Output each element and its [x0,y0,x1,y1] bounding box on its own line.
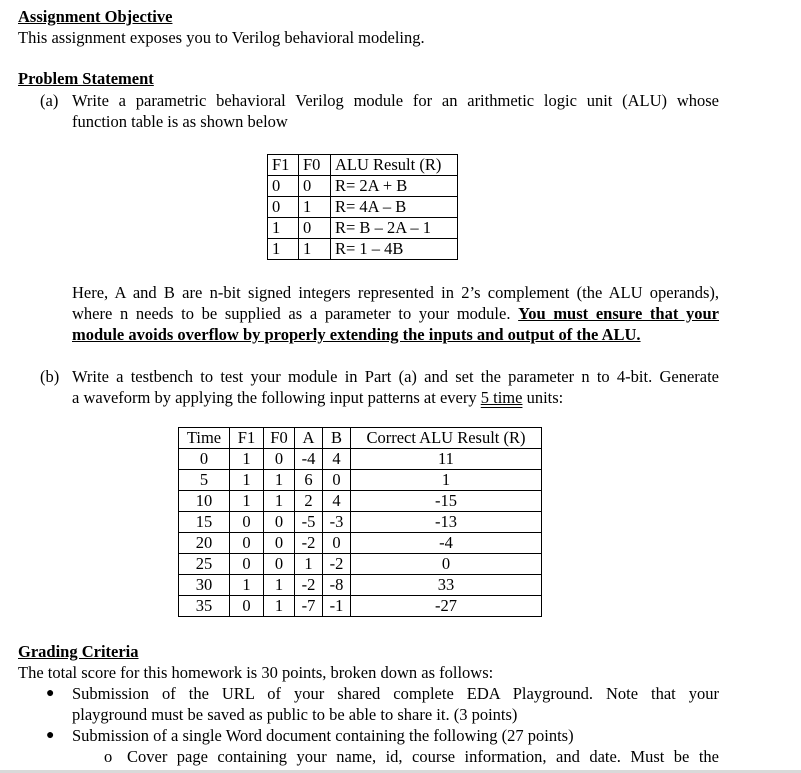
cell: 30 [179,575,230,596]
table-row [179,512,542,533]
th: F0 [264,428,295,449]
part-b-line-2 [72,387,563,408]
bullet-line: Submission of a single Word document containing the following (27 points) [72,726,574,745]
here-line-2 [72,303,719,324]
bullet-icon: ● [46,728,55,743]
part-a-label: (a) [40,91,59,110]
th: A [295,428,323,449]
cell: 1 [268,218,299,239]
th: Correct ALU Result (R) [351,428,542,449]
cell: -4 [351,533,542,554]
table-row [179,449,542,470]
cell: 0 [299,218,331,239]
text: 5 time [480,388,523,407]
sub-bullet-icon: o [104,747,113,766]
th: F1 [230,428,264,449]
here-text: where n needs to be supplied as a parameter to your module. [72,304,511,323]
cell: R= 4A – B [331,197,458,218]
table-row [179,491,542,512]
grading-intro: The total score for this homework is 30 points, broken down as follows: [18,663,494,682]
cell: 35 [179,596,230,617]
cell: 4 [323,449,351,470]
part-a-line: Write a parametric behavioral Verilog module for an arithmetic logic unit (ALU) whose [72,91,719,110]
table-row [179,596,542,617]
table-row [268,239,458,260]
cell: 6 [295,470,323,491]
cell: 1 [230,449,264,470]
cell: 0 [323,470,351,491]
cell: R= B – 2A – 1 [331,218,458,239]
sub-bullet-line: Cover page containing your name, id, course information, and date. Must be the [127,747,719,766]
cell: R= 1 – 4B [331,239,458,260]
cell: 1 [230,491,264,512]
cell: 0 [264,533,295,554]
cell: -8 [323,575,351,596]
cell: 0 [268,176,299,197]
cell: -3 [323,512,351,533]
grading-heading: Grading Criteria [18,642,139,661]
cell: 20 [179,533,230,554]
cell: 0 [268,197,299,218]
table-row [179,470,542,491]
cell: 10 [179,491,230,512]
cell: -7 [295,596,323,617]
cell: 1 [264,470,295,491]
cell: 1 [295,554,323,575]
cell: 2 [295,491,323,512]
table-row [179,533,542,554]
part-a-line: function table is as shown below [72,112,288,131]
cell: 1 [264,491,295,512]
test-pattern-table [178,427,542,617]
table-row [268,176,458,197]
cell: -2 [295,533,323,554]
table-row [268,218,458,239]
cell: 0 [230,533,264,554]
cell: 25 [179,554,230,575]
cell: 1 [299,239,331,260]
problem-heading: Problem Statement [18,69,154,88]
th: B [323,428,351,449]
part-b-label: (b) [40,367,60,386]
cell: 11 [351,449,542,470]
cell: 15 [179,512,230,533]
cell: 0 [230,554,264,575]
here-bold: You must ensure that your [518,304,720,323]
bullet-line: playground must be saved as public to be able to share it. (3 points) [72,705,518,724]
bullet-line: Submission of the URL of your shared complete EDA Playground. Note that your [72,684,719,703]
text: units: [526,388,564,407]
cell: -27 [351,596,542,617]
cell: R= 2A + B [331,176,458,197]
table-row [179,554,542,575]
table-row [179,575,542,596]
table-row [268,197,458,218]
objective-text: This assignment exposes you to Verilog behavioral modeling. [18,28,425,47]
here-line: Here, A and B are n-bit signed integers represented in 2’s complement (the ALU operands), [72,283,719,302]
cell: 0 [264,554,295,575]
cell: 0 [230,512,264,533]
cell: -15 [351,491,542,512]
cell: 0 [230,596,264,617]
cell: -5 [295,512,323,533]
cell: 1 [230,575,264,596]
cell: -4 [295,449,323,470]
cell: -1 [323,596,351,617]
cell: 5 [179,470,230,491]
cell: 1 [264,596,295,617]
cell: 4 [323,491,351,512]
cell: 0 [179,449,230,470]
here-bold-2: module avoids overflow by properly extending the inputs and output of the ALU. [72,325,641,344]
th: F0 [299,155,331,176]
cell: 1 [230,470,264,491]
objective-heading: Assignment Objective [18,7,173,26]
cell: -2 [295,575,323,596]
cell: 1 [299,197,331,218]
cell: 0 [299,176,331,197]
th: ALU Result (R) [331,155,458,176]
cell: -2 [323,554,351,575]
cell: 33 [351,575,542,596]
th: Time [179,428,230,449]
cell: 1 [264,575,295,596]
th: F1 [268,155,299,176]
cell: -13 [351,512,542,533]
bullet-icon: ● [46,686,55,701]
cell: 1 [351,470,542,491]
function-table [267,154,458,260]
text: a waveform by applying the following input patterns at every [72,388,477,407]
cell: 0 [351,554,542,575]
cell: 0 [264,512,295,533]
part-b-line: Write a testbench to test your module in Part (a) and set the parameter n to 4-bit. Generate [72,367,719,386]
cell: 0 [264,449,295,470]
cell: 0 [323,533,351,554]
cell: 1 [268,239,299,260]
